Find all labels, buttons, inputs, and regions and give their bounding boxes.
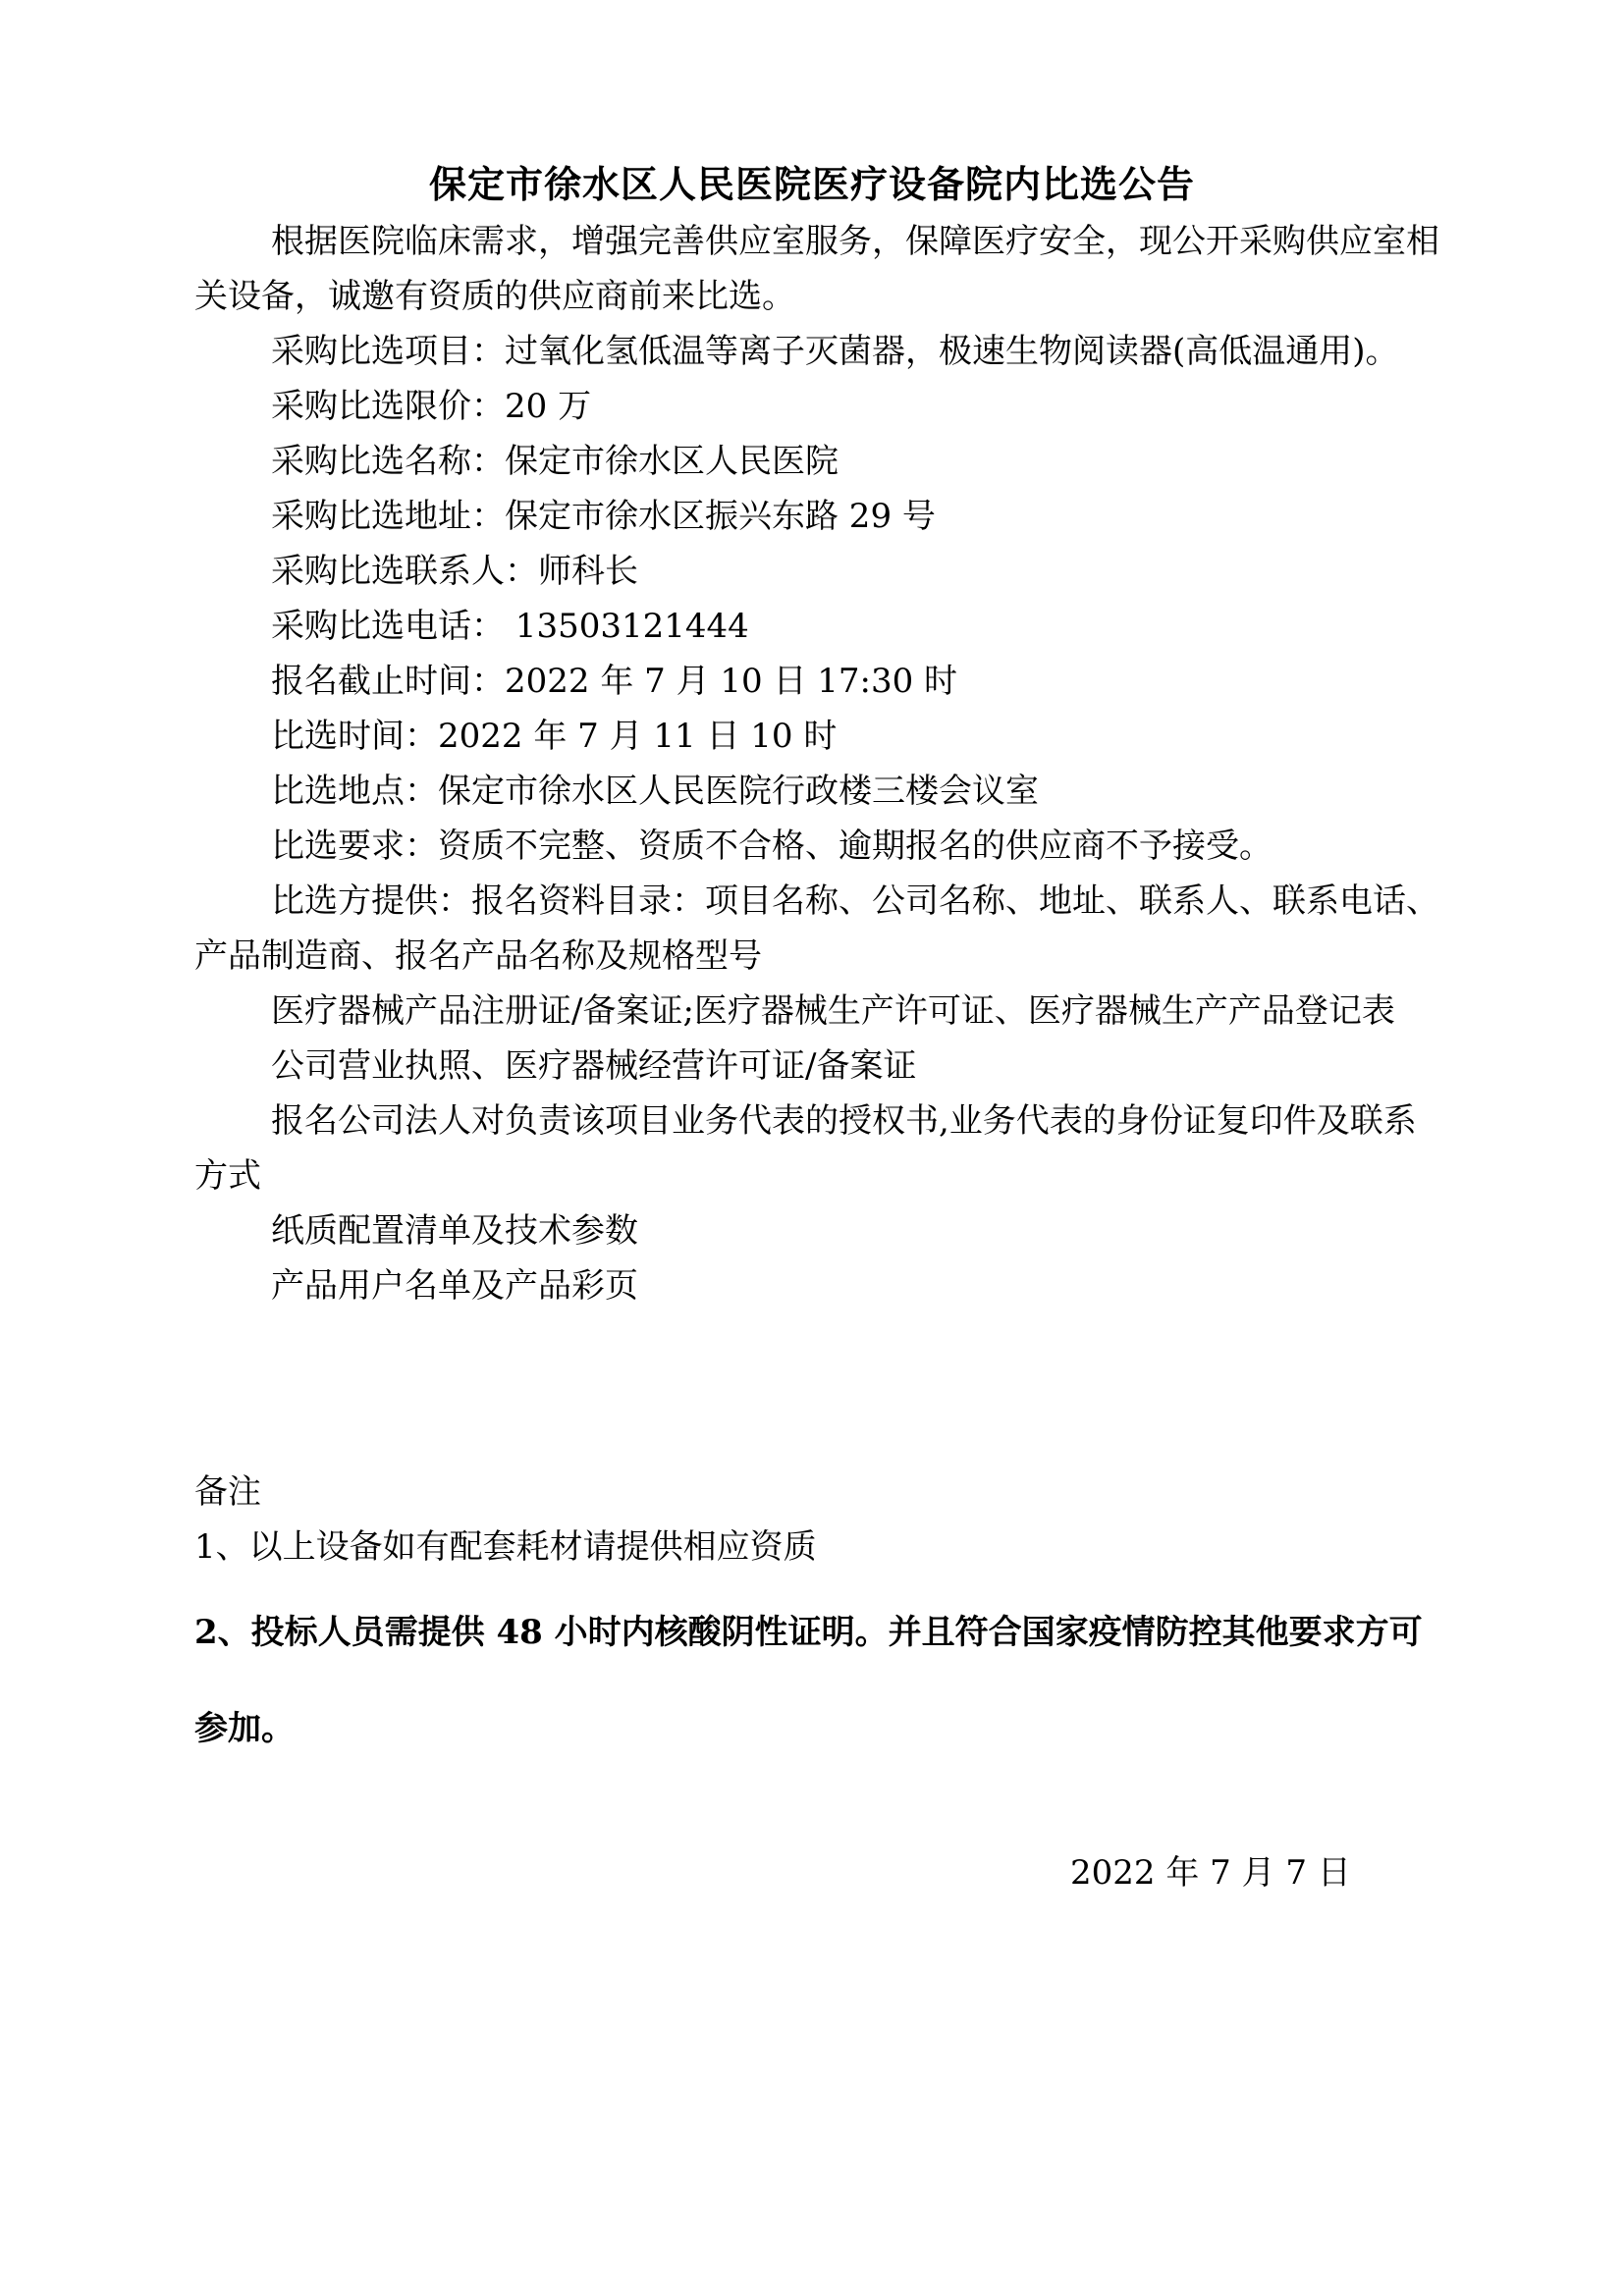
paragraph-requirements: 比选要求：资质不完整、资质不合格、逾期报名的供应商不予接受。 [271, 827, 1272, 866]
document-date: 2022 年 7 月 7 日 [1070, 1853, 1351, 1893]
paragraph-price-limit: 采购比选限价：20 万 [271, 387, 592, 426]
paragraph-contact: 采购比选联系人：师科长 [271, 552, 638, 591]
paragraph-phone: 采购比选电话： 13503121444 [271, 607, 749, 646]
paragraph-project: 采购比选项目：过氧化氢低温等离子灭菌器，极速生物阅读器(高低温通用)。 [271, 332, 1399, 371]
paragraph-certificates: 医疗器械产品注册证/备案证;医疗器械生产许可证、医疗器械生产产品登记表 [271, 991, 1395, 1031]
paragraph-user-list: 产品用户名单及产品彩页 [271, 1266, 638, 1306]
page-title: 保定市徐水区人民医院医疗设备院内比选公告 [428, 162, 1195, 206]
paragraph-authorization: 报名公司法人对负责该项目业务代表的授权书,业务代表的身份证复印件及联系方式 [194, 1101, 1417, 1196]
paragraph-config-list: 纸质配置清单及技术参数 [271, 1211, 638, 1251]
paragraph-materials: 比选方提供：报名资料目录：项目名称、公司名称、地址、联系人、联系电话、产品制造商、报名产品名称及规格型号 [194, 881, 1439, 976]
paragraph-selection-place: 比选地点：保定市徐水区人民医院行政楼三楼会议室 [271, 772, 1039, 811]
paragraph-name: 采购比选名称：保定市徐水区人民医院 [271, 442, 839, 481]
paragraph-intro: 根据医院临床需求，增强完善供应室服务，保障医疗安全，现公开采购供应室相关设备，诚邀有资质的供应商前来比选。 [194, 222, 1439, 316]
notes-item-1: 1、以上设备如有配套耗材请提供相应资质 [194, 1527, 817, 1567]
announcement-body [194, 214, 1441, 1313]
notes-item-2: 2、投标人员需提供 48 小时内核酸阴性证明。并且符合国家疫情防控其他要求方可参加。 [194, 1613, 1423, 1748]
paragraph-deadline: 报名截止时间：2022 年 7 月 10 日 17:30 时 [271, 662, 958, 701]
notes-heading: 备注 [194, 1472, 261, 1512]
paragraph-selection-time: 比选时间：2022 年 7 月 11 日 10 时 [271, 717, 838, 756]
paragraph-address: 采购比选地址：保定市徐水区振兴东路 29 号 [271, 497, 936, 536]
paragraph-license: 公司营业执照、医疗器械经营许可证/备案证 [271, 1046, 917, 1086]
